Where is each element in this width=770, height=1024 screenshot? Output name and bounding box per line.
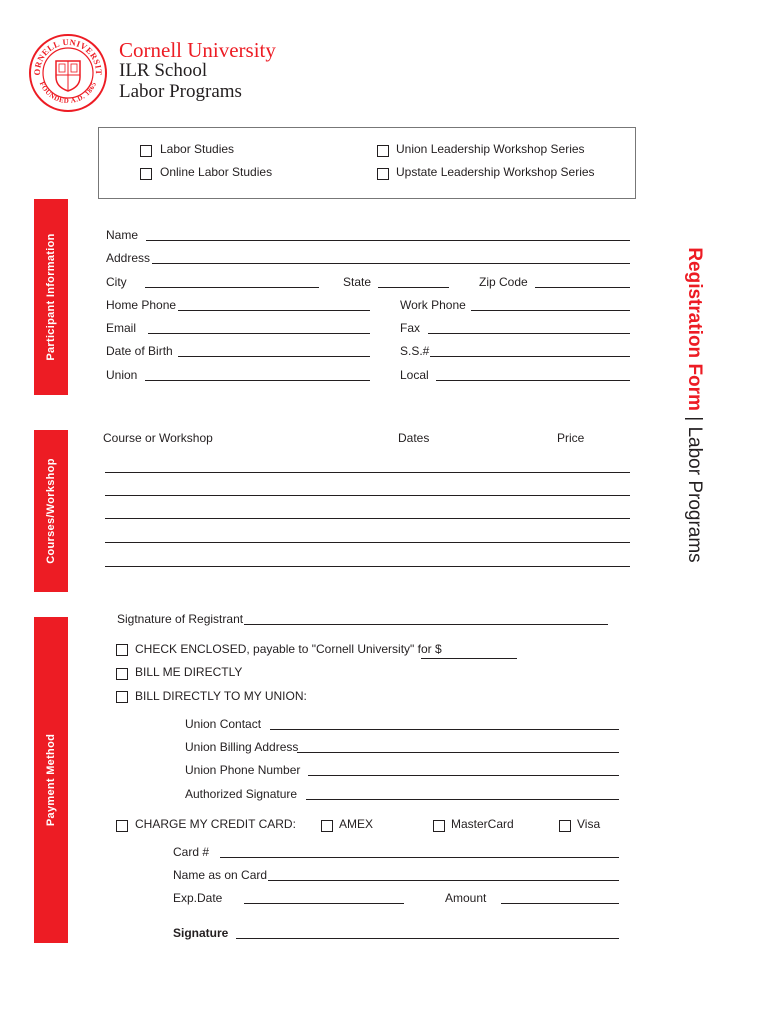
union-leadership-checkbox[interactable] [377, 145, 389, 157]
union-leadership-label: Union Leadership Workshop Series [396, 142, 585, 156]
card-number-label: Card # [173, 845, 210, 859]
address-field[interactable] [152, 263, 630, 264]
visa-label: Visa [577, 817, 601, 831]
upstate-leadership-label: Upstate Leadership Workshop Series [396, 165, 595, 179]
amount-field[interactable] [501, 903, 619, 904]
mastercard-checkbox[interactable] [433, 820, 445, 832]
city-field[interactable] [145, 287, 319, 288]
payment-method-tab [34, 617, 68, 943]
ssn-label: S.S.# [400, 344, 430, 358]
labor-studies-checkbox[interactable] [140, 145, 152, 157]
online-labor-studies-label: Online Labor Studies [160, 165, 273, 179]
fax-field[interactable] [428, 333, 630, 334]
amount-label: Amount [445, 891, 487, 905]
participant-information-tab-label: Participant Information [45, 233, 57, 361]
course-line[interactable] [105, 472, 630, 473]
mastercard-label: MasterCard [451, 817, 514, 831]
seal-top-text: ORNELL UNIVERSIT [31, 36, 105, 76]
union-phone-number-field[interactable] [308, 775, 619, 776]
course-line[interactable] [105, 566, 630, 567]
program-name: Labor Programs [119, 81, 242, 102]
ssn-field[interactable] [430, 356, 630, 357]
card-number-field[interactable] [220, 857, 619, 858]
union-phone-number-label: Union Phone Number [185, 763, 301, 777]
work-phone-field[interactable] [471, 310, 630, 311]
email-label: Email [106, 321, 137, 335]
name-on-card-label: Name as on Card [173, 868, 268, 882]
name-label: Name [106, 228, 139, 242]
signature-of-registrant-label: Sigtnature of Registrant [117, 612, 244, 626]
email-field[interactable] [148, 333, 370, 334]
union-billing-address-field[interactable] [297, 752, 619, 753]
amex-label: AMEX [339, 817, 374, 831]
zip-code-field[interactable] [535, 287, 630, 288]
labor-programs-title: Labor Programs [684, 426, 705, 563]
state-field[interactable] [378, 287, 449, 288]
course-line[interactable] [105, 518, 630, 519]
date-of-birth-label: Date of Birth [106, 344, 173, 358]
fax-label: Fax [400, 321, 421, 335]
dates-header: Dates [398, 431, 430, 445]
name-on-card-field[interactable] [268, 880, 619, 881]
program-selection-box [98, 127, 636, 199]
check-enclosed-label: CHECK ENCLOSED, payable to "Cornell University" for $ [135, 642, 442, 656]
city-label: City [106, 275, 127, 289]
date-of-birth-field[interactable] [178, 356, 370, 357]
visa-checkbox[interactable] [559, 820, 571, 832]
course-workshop-header: Course or Workshop [103, 431, 213, 445]
check-enclosed-checkbox[interactable] [116, 644, 128, 656]
address-label: Address [106, 251, 151, 265]
signature-field[interactable] [236, 938, 619, 939]
home-phone-field[interactable] [178, 310, 370, 311]
union-billing-address-label: Union Billing Address [185, 740, 299, 754]
work-phone-label: Work Phone [400, 298, 466, 312]
course-line[interactable] [105, 542, 630, 543]
amex-checkbox[interactable] [321, 820, 333, 832]
seal-bottom-text: FOUNDED A.D. 1865 [37, 80, 99, 106]
university-name: Cornell University [119, 38, 276, 62]
union-label: Union [106, 368, 138, 382]
school-name: ILR School [119, 60, 208, 81]
cornell-seal-logo [28, 33, 108, 113]
exp-date-label: Exp.Date [173, 891, 223, 905]
bill-me-directly-checkbox[interactable] [116, 668, 128, 680]
union-field[interactable] [145, 380, 370, 381]
form-vertical-title [683, 247, 705, 562]
labor-studies-label: Labor Studies [160, 142, 235, 156]
title-separator: | [684, 416, 705, 422]
credit-card-label: CHARGE MY CREDIT CARD: [135, 817, 296, 831]
course-line[interactable] [105, 495, 630, 496]
name-field[interactable] [146, 240, 630, 241]
online-labor-studies-checkbox[interactable] [140, 168, 152, 180]
authorized-signature-label: Authorized Signature [185, 787, 298, 801]
signature-of-registrant-field[interactable] [244, 624, 608, 625]
bill-me-directly-label: BILL ME DIRECTLY [135, 665, 243, 679]
courses-workshop-tab [34, 430, 68, 592]
authorized-signature-field[interactable] [306, 799, 619, 800]
union-contact-field[interactable] [270, 729, 619, 730]
courses-workshop-tab-label: Courses/Workshop [45, 458, 57, 564]
local-field[interactable] [436, 380, 630, 381]
state-label: State [343, 275, 372, 289]
local-label: Local [400, 368, 429, 382]
participant-information-tab [34, 199, 68, 395]
home-phone-label: Home Phone [106, 298, 177, 312]
bill-my-union-label: BILL DIRECTLY TO MY UNION: [135, 689, 307, 703]
registration-form-title: Registration Form [684, 247, 705, 411]
check-amount-field[interactable] [421, 658, 517, 659]
credit-card-checkbox[interactable] [116, 820, 128, 832]
zip-code-label: Zip Code [479, 275, 528, 289]
upstate-leadership-checkbox[interactable] [377, 168, 389, 180]
bill-my-union-checkbox[interactable] [116, 691, 128, 703]
union-contact-label: Union Contact [185, 717, 262, 731]
price-header: Price [557, 431, 585, 445]
payment-method-tab-label: Payment Method [45, 733, 57, 827]
exp-date-field[interactable] [244, 903, 404, 904]
signature-label: Signature [173, 926, 229, 940]
